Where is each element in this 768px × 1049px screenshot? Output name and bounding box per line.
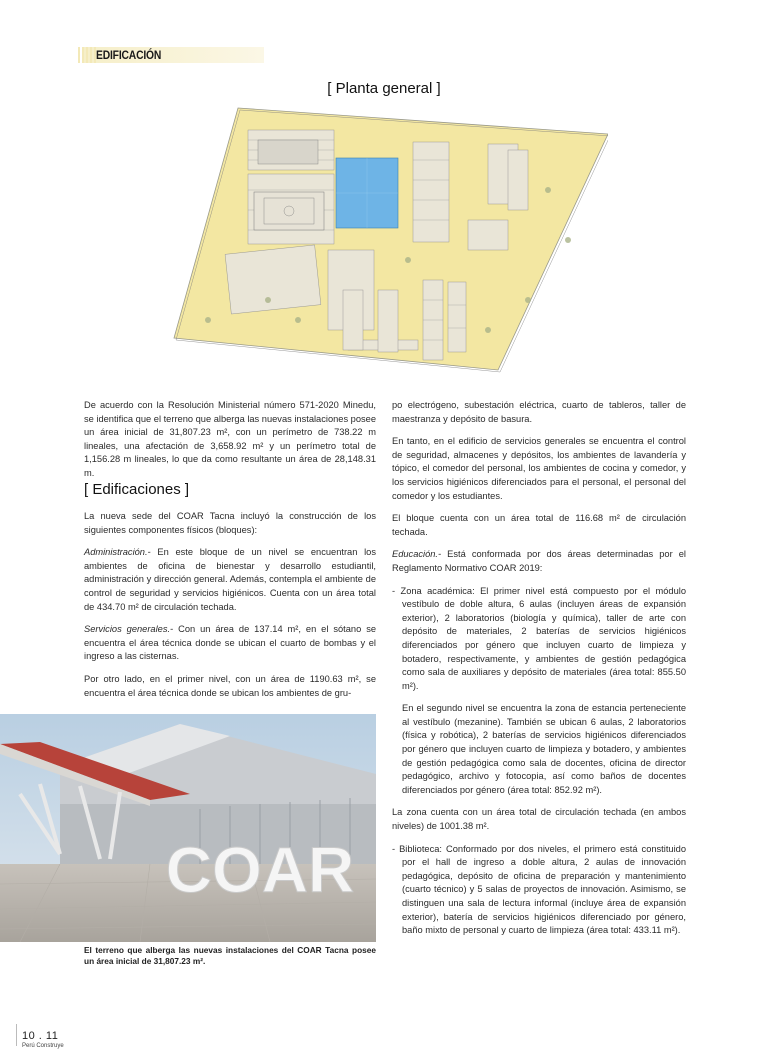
zona-academica-paragraph: - Zona académica: El primer nivel está compuesto por el módulo vestíbulo de doble altura, 6 aulas (incluyen áreas de expansión exterior), 2 laboratorios (biología y química), taller de arte con depósito de materiales, 2 baterías de servicios higiénicos diferenciados por género que incluyen cuarto de limpieza y botadero, respectivamente, y ambientes de gestión pedagógica como sala de auxiliares y depósito de materiales (área total: 855.50 m²). bbox=[392, 585, 686, 691]
photo-caption: El terreno que alberga las nuevas instalaciones del COAR Tacna posee un área inicial de 31,807.23 m². bbox=[84, 945, 376, 966]
segundo-nivel-paragraph: En el segundo nivel se encuentra la zona de estancia perteneciente al vestíbulo (mezanine). También se ubican 6 aulas, 2 laboratorios (física y robótica), 2 baterías de servicios higiénicos diferenciados por género que incluyen cuarto de limpieza y botadero, y ambientes de gestión pedagógica como sala de docentes, oficina de director pedagógico, archivo y fotocopia, así como baños de docentes diferenciados por género (área total: 852.92 m²). bbox=[402, 703, 686, 795]
educacion-paragraph bbox=[392, 548, 686, 575]
plan-title: [ Planta general ] bbox=[327, 80, 441, 97]
administracion-text: En este bloque de un nivel se encuentran los ambientes de oficina de bienestar y desarrollo estudiantil, administración y dirección general. Además, contempla el ambiente de control de seguridad y servicios higiénicos. Cuenta con un área total de 434.70 m² de circulación techada. bbox=[84, 547, 376, 612]
servicios-paragraph bbox=[84, 623, 376, 664]
educacion-text: Está conformada por dos áreas determinadas por el Reglamento Normativo COAR 2019: bbox=[392, 549, 686, 573]
publication-name: Perú Construye bbox=[22, 1043, 64, 1049]
section-label: EDIFICACIÓN bbox=[96, 48, 162, 62]
intro-paragraph: De acuerdo con la Resolución Ministerial número 571-2020 Minedu, se identifica que el terreno que alberga las nuevas instalaciones posee un área inicial de 31,807.23 m², con un perímetro de 738.22 m lineales, una afectación de 3,658.92 m² y un perímetro total de 1,156.28 m lineales, lo que da como resultante un área de 28,148.31 m. bbox=[84, 400, 377, 478]
educacion-label: Educación.- bbox=[392, 549, 442, 560]
components-paragraph: La nueva sede del COAR Tacna incluyó la construcción de los siguientes componentes físicos (bloques): bbox=[84, 511, 376, 535]
coar-sign: COAR bbox=[165, 834, 355, 906]
left-column bbox=[84, 399, 376, 490]
right-column bbox=[392, 399, 686, 947]
page-number: 10 . 11 bbox=[22, 1030, 59, 1042]
site-plan-drawing bbox=[168, 100, 608, 388]
administracion-label: Administración.- bbox=[84, 547, 151, 558]
bloque-area-paragraph: El bloque cuenta con un área total de 116.68 m² de circulación techada. bbox=[392, 513, 686, 537]
servicios-text: Con un área de 137.14 m², en el sótano se encuentra el área técnica donde se ubican el cuarto de bombas y el ingreso a las cisternas. bbox=[84, 624, 377, 662]
primer-nivel-paragraph: Por otro lado, en el primer nivel, con un área de 1190.63 m², se encuentra el área técnica donde se ubican los ambientes de gru- bbox=[84, 673, 376, 698]
administracion-paragraph bbox=[84, 546, 376, 614]
footer-rule bbox=[16, 1024, 17, 1046]
zona-area-paragraph: La zona cuenta con un área total de circulación techada (en ambos niveles) de 1001.38 m². bbox=[392, 807, 686, 832]
coar-photo-scene bbox=[0, 714, 376, 942]
section-tag-stripes bbox=[78, 47, 96, 63]
edificio-servicios-paragraph: En tanto, en el edificio de servicios generales se encuentra el control de seguridad, almacenes y depósitos, los ambientes de lavandería y tópico, el comedor del personal, los ambientes de cocina y comedor, y los servicios higiénicos diferenciados para el personal, el personal del comedor y los estudiantes. bbox=[392, 436, 686, 501]
continuation-paragraph: po electrógeno, subestación eléctrica, cuarto de tableros, taller de maestranza y depósito de basura. bbox=[392, 400, 686, 424]
servicios-label: Servicios generales.- bbox=[84, 624, 174, 635]
building-photo bbox=[0, 714, 376, 942]
section-tag bbox=[84, 47, 264, 63]
edificaciones-heading: [ Edificaciones ] bbox=[84, 481, 190, 498]
left-column-body bbox=[84, 510, 376, 709]
biblioteca-paragraph: - Biblioteca: Conformado por dos niveles, el primero está constituido por el hall de ingreso a doble altura, 2 aulas de innovación pedagógica, depósito de oficina de preparación y mantenimiento (cuarto técnico) y 5 salas de proyectos de innovación. Asimismo, se distinguen una sala de lectura informal (incluye área de expansión exterior), batería de servicios higiénicos diferenciado por género, baño mixto de personal y cuarto de limpieza (área total: 433.11 m²). bbox=[392, 843, 686, 936]
